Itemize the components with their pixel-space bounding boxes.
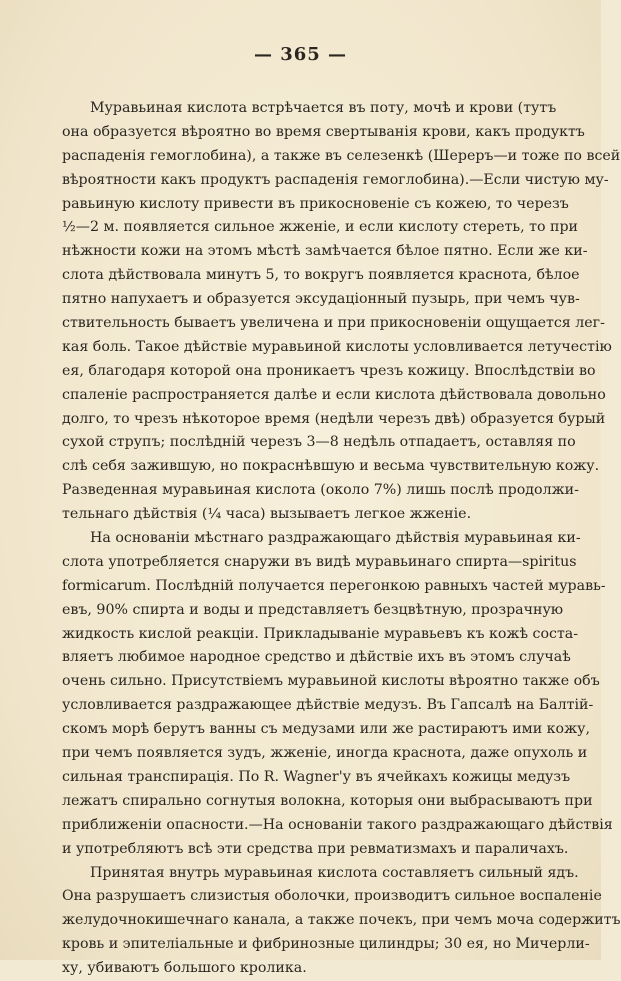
text-line: ½—2 м. появляется сильное жженіе, и если кислоту стереть, то при xyxy=(62,219,579,236)
text-line: Принятая внутрь муравьиная кислота составляетъ сильный ядъ. xyxy=(90,864,579,881)
text-line: Муравьиная кислота встрѣчается въ поту, мочѣ и крови (тутъ xyxy=(90,100,557,116)
page-number: — 365 — xyxy=(253,44,348,65)
text-line: очень сильно. Присутствіемъ муравьиной кислоты вѣроятно также объ xyxy=(62,673,600,690)
text-line: сильная транспирація. По R. Wagner'у въ ячейкахъ кожицы медузъ xyxy=(62,768,571,785)
text-line: долго, то чрезъ нѣкоторое время (недѣли черезъ двѣ) образуется бурый xyxy=(62,410,606,427)
text-line: распаденія гемоглобина), а также въ селезенкѣ (Шереръ—и тоже по всей xyxy=(62,147,621,164)
text-line: formicarum. Послѣдній получается перегонкою равныхъ частей муравь- xyxy=(62,577,606,594)
text-line: Она разрушаетъ слизистыя оболочки, производитъ сильное воспаленіе xyxy=(62,888,602,905)
text-line: жидкость кислой реакціи. Прикладываніе муравьевъ къ кожѣ соста- xyxy=(62,625,579,642)
text-line: ху, убиваютъ большого кролика. xyxy=(62,960,307,977)
text-line: На основаніи мѣстнаго раздражающаго дѣйствія муравьиная ки- xyxy=(90,530,581,547)
text-line: и употребляютъ всѣ эти средства при ревматизмахъ и параличахъ. xyxy=(62,840,569,857)
text-line: слота употребляется снаружи въ видѣ муравьинаго спирта—spiritus xyxy=(62,553,577,570)
text-line: желудочнокишечнаго канала, а также почекъ, при чемъ моча содержитъ xyxy=(62,912,621,929)
paragraph xyxy=(62,97,621,527)
text-line: спаленіе распространяется далѣе и если кислота дѣйствовала довольно xyxy=(62,386,606,403)
text-line: сухой струпъ; послѣдній черезъ 3—8 недѣль отпадаетъ, оставляя по xyxy=(62,434,576,451)
text-line: она образуется вѣроятно во время свертыванія крови, какъ продуктъ xyxy=(62,123,585,140)
text-line: пятно напухаетъ и образуется эксудаціонный пузырь, при чемъ чув- xyxy=(62,291,580,308)
text-line: вѣроятности какъ продуктъ распаденія гемоглобина).—Если чистую му- xyxy=(62,171,609,188)
text-line: равьиную кислоту привести въ прикосновеніе съ кожею, то черезъ xyxy=(62,195,569,212)
text-line: при чемъ появляется зудъ, жженіе, иногда краснота, даже опухоль и xyxy=(62,745,588,762)
text-line: слота дѣйствовала минутъ 5, то вокругъ появляется краснота, бѣлое xyxy=(62,267,580,284)
text-line: слѣ себя зажившую, но покраснѣвшую и весьма чувствительную кожу. xyxy=(62,458,600,475)
text-line: ея, благодаря которой она проникаетъ чрезъ кожицу. Впослѣдствіи во xyxy=(62,362,596,379)
text-line: вляетъ любимое народное средство и дѣйствіе ихъ въ этомъ случаѣ xyxy=(62,649,571,666)
paragraph xyxy=(62,862,621,981)
body-text xyxy=(62,97,621,981)
text-line: нѣжности кожи на этомъ мѣстѣ замѣчается бѣлое пятно. Если же ки- xyxy=(62,243,588,260)
text-line: Разведенная муравьиная кислота (около 7%) лишь послѣ продолжи- xyxy=(62,482,579,499)
text-line: тельнаго дѣйствія (¼ часа) вызываетъ легкое жженіе. xyxy=(62,506,472,523)
text-line: ствительность бываетъ увеличена и при прикосновеніи ощущается лег- xyxy=(62,315,605,332)
text-line: условливается раздражающее дѣйствіе медузъ. Въ Гапсалѣ на Балтій- xyxy=(62,697,594,714)
text-line: кровь и эпителіальные и фибринозные цилиндры; 30 ея, но Мичерли- xyxy=(62,936,590,953)
text-line: лежатъ спирально согнутыя волокна, которыя они выбрасываютъ при xyxy=(62,792,593,809)
paragraph xyxy=(62,527,613,861)
text-line: евъ, 90% спирта и воды и представляетъ безцвѣтную, прозрачную xyxy=(62,601,564,618)
text-line: приближеніи опасности.—На основаніи такого раздражающаго дѣйствія xyxy=(62,816,613,833)
text-line: скомъ морѣ берутъ ванны съ медузами или же растираютъ ими кожу, xyxy=(62,721,590,738)
text-line: кая боль. Такое дѣйствіе муравьиной кислоты условливается летучестію xyxy=(62,338,612,355)
